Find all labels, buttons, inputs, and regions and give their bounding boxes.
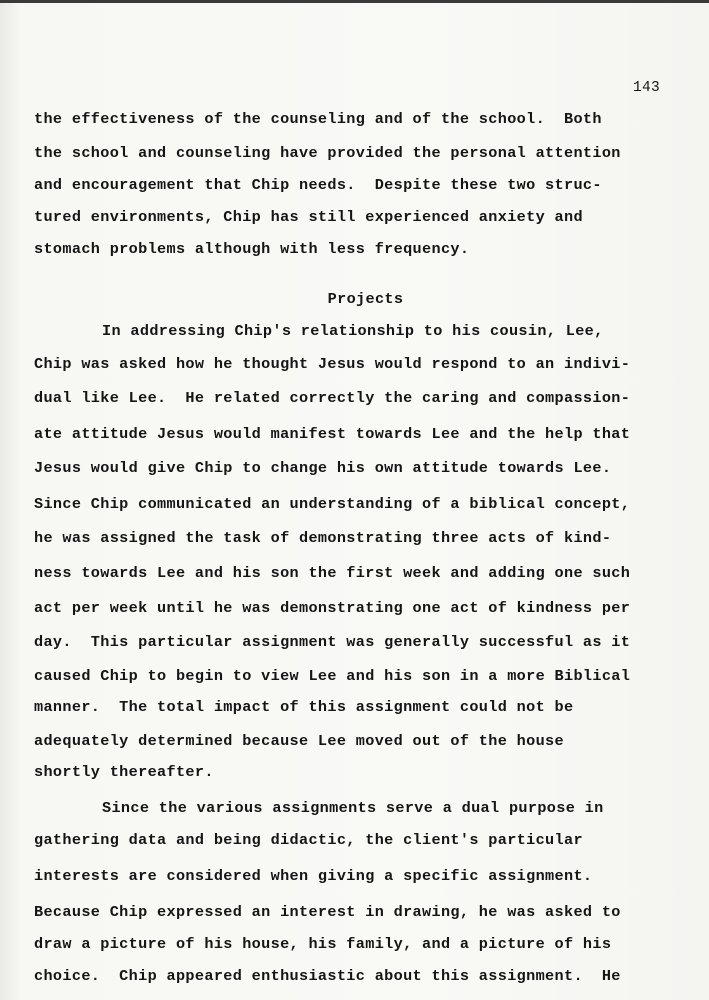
text-line: adequately determined because Lee moved out of the house [34,732,564,750]
text-line: day. This particular assignment was generally successful as it [34,633,631,651]
text-line: gathering data and being didactic, the client's particular [34,831,583,849]
text-line: tured environments, Chip has still experienced anxiety and [34,208,583,226]
text-line: act per week until he was demonstrating one act of kindness per [34,599,631,617]
text-line: shortly thereafter. [34,763,214,781]
page-number: 143 [632,80,660,96]
text-line: draw a picture of his house, his family, and a picture of his [34,935,612,953]
text-line: Since the various assignments serve a dual purpose in [102,799,604,817]
text-line: and encouragement that Chip needs. Despite these two struc- [34,176,602,194]
text-line: Because Chip expressed an interest in drawing, he was asked to [34,903,621,921]
section-heading: Projects [327,290,404,308]
text-line: In addressing Chip's relationship to his cousin, Lee, [102,322,604,340]
page-top-edge [0,0,709,3]
text-line: dual like Lee. He related correctly the caring and compassion- [34,389,631,407]
text-line: interests are considered when giving a specific assignment. [34,867,593,885]
text-line: manner. The total impact of this assignment could not be [34,698,574,716]
text-line: the school and counseling have provided the personal attention [34,144,621,162]
text-line: he was assigned the task of demonstrating three acts of kind- [34,529,612,547]
text-line: choice. Chip appeared enthusiastic about this assignment. He [34,967,621,985]
text-line: ness towards Lee and his son the first week and adding one such [34,564,631,582]
text-line: Chip was asked how he thought Jesus would respond to an indivi- [34,355,631,373]
text-line: Since Chip communicated an understanding of a biblical concept, [34,495,631,513]
text-line: Jesus would give Chip to change his own attitude towards Lee. [34,459,612,477]
text-line: stomach problems although with less frequency. [34,240,470,258]
text-line: caused Chip to begin to view Lee and his son in a more Biblical [34,667,631,685]
text-line: ate attitude Jesus would manifest towards Lee and the help that [34,425,631,443]
text-line: the effectiveness of the counseling and of the school. Both [34,110,602,128]
